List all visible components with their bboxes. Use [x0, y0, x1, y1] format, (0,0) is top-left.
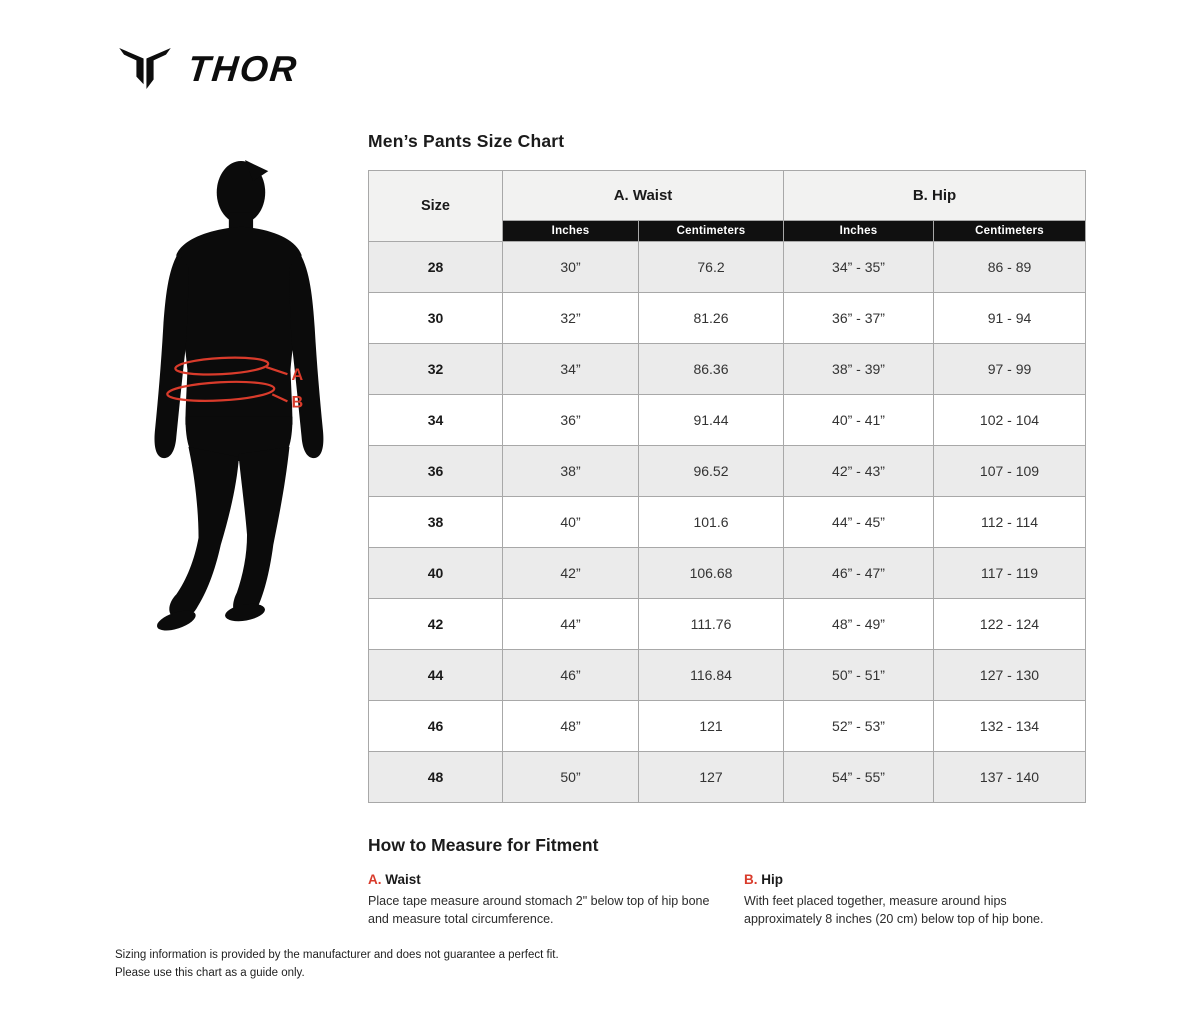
- hip-centimeters-cell: 112 - 114: [934, 497, 1086, 548]
- hip-inches-cell: 44” - 45”: [784, 497, 934, 548]
- hip-centimeters-header: Centimeters: [934, 221, 1086, 242]
- size-cell: 28: [369, 242, 503, 293]
- disclaimer-line1: Sizing information is provided by the manufacturer and does not guarantee a perfect fit.: [115, 949, 559, 961]
- how-to-measure-section: [368, 835, 1092, 928]
- hip-inches-cell: 38” - 39”: [784, 344, 934, 395]
- size-cell: 30: [369, 293, 503, 344]
- brand-wordmark: THOR: [185, 48, 301, 89]
- measure-hip-block: [744, 872, 1092, 928]
- hip-centimeters-cell: 86 - 89: [934, 242, 1086, 293]
- table-row: [369, 242, 1086, 293]
- waist-centimeters-cell: 116.84: [639, 650, 784, 701]
- hip-inches-cell: 36” - 37”: [784, 293, 934, 344]
- waist-centimeters-header: Centimeters: [639, 221, 784, 242]
- waist-centimeters-cell: 76.2: [639, 242, 784, 293]
- waist-inches-cell: 34”: [503, 344, 639, 395]
- hip-centimeters-cell: 91 - 94: [934, 293, 1086, 344]
- waist-centimeters-cell: 86.36: [639, 344, 784, 395]
- waist-group-header: A. Waist: [503, 171, 784, 221]
- hip-centimeters-cell: 97 - 99: [934, 344, 1086, 395]
- measure-waist-label: A. Waist: [368, 872, 421, 887]
- waist-centimeters-cell: 101.6: [639, 497, 784, 548]
- table-row: [369, 599, 1086, 650]
- size-cell: 36: [369, 446, 503, 497]
- waist-centimeters-cell: 127: [639, 752, 784, 803]
- size-cell: 42: [369, 599, 503, 650]
- hip-inches-cell: 40” - 41”: [784, 395, 934, 446]
- waist-inches-cell: 48”: [503, 701, 639, 752]
- measurement-figure: [146, 156, 342, 661]
- table-row: [369, 344, 1086, 395]
- hip-centimeters-cell: 107 - 109: [934, 446, 1086, 497]
- waist-inches-header: Inches: [503, 221, 639, 242]
- hip-centimeters-cell: 127 - 130: [934, 650, 1086, 701]
- waist-centimeters-cell: 121: [639, 701, 784, 752]
- hip-inches-cell: 48” - 49”: [784, 599, 934, 650]
- waist-inches-cell: 46”: [503, 650, 639, 701]
- disclaimer: [115, 946, 559, 983]
- hip-centimeters-cell: 132 - 134: [934, 701, 1086, 752]
- how-to-measure-title: How to Measure for Fitment: [368, 835, 599, 855]
- hip-group-header: B. Hip: [784, 171, 1086, 221]
- hip-inches-header: Inches: [784, 221, 934, 242]
- size-table-body: [369, 242, 1086, 803]
- waist-centimeters-cell: 106.68: [639, 548, 784, 599]
- table-row: [369, 701, 1086, 752]
- measure-waist-text: Place tape measure around stomach 2" below top of hip bone and measure total circumference.: [368, 894, 710, 927]
- thor-horns-icon: [118, 48, 172, 90]
- hip-inches-cell: 54” - 55”: [784, 752, 934, 803]
- size-cell: 38: [369, 497, 503, 548]
- table-row: [369, 497, 1086, 548]
- waist-inches-cell: 44”: [503, 599, 639, 650]
- table-row: [369, 650, 1086, 701]
- size-cell: 34: [369, 395, 503, 446]
- waist-inches-cell: 40”: [503, 497, 639, 548]
- waist-inches-cell: 50”: [503, 752, 639, 803]
- measure-waist-block: [368, 872, 744, 928]
- size-chart-title: Men’s Pants Size Chart: [368, 131, 565, 151]
- hip-inches-cell: 34” - 35”: [784, 242, 934, 293]
- waist-inches-cell: 36”: [503, 395, 639, 446]
- waist-centimeters-cell: 91.44: [639, 395, 784, 446]
- hip-inches-cell: 42” - 43”: [784, 446, 934, 497]
- size-cell: 46: [369, 701, 503, 752]
- size-cell: 48: [369, 752, 503, 803]
- size-column-header: Size: [369, 171, 503, 242]
- waist-centimeters-cell: 96.52: [639, 446, 784, 497]
- size-cell: 32: [369, 344, 503, 395]
- measure-hip-label: B. Hip: [744, 872, 784, 887]
- disclaimer-line2: Please use this chart as a guide only.: [115, 967, 305, 980]
- brand-logo: [118, 48, 301, 90]
- hip-inches-cell: 52” - 53”: [784, 701, 934, 752]
- waist-centimeters-cell: 81.26: [639, 293, 784, 344]
- measure-hip-text: With feet placed together, measure around hips approximately 8 inches (20 cm) below top of hip bone.: [744, 894, 1044, 927]
- waist-inches-cell: 42”: [503, 548, 639, 599]
- waist-inches-cell: 30”: [503, 242, 639, 293]
- waist-inches-cell: 32”: [503, 293, 639, 344]
- hip-label-b: B: [291, 393, 304, 412]
- measure-hip-key: B.: [744, 872, 758, 887]
- hip-inches-cell: 46” - 47”: [784, 548, 934, 599]
- measure-waist-key: A.: [368, 872, 382, 887]
- hip-inches-cell: 50” - 51”: [784, 650, 934, 701]
- waist-centimeters-cell: 111.76: [639, 599, 784, 650]
- table-row: [369, 446, 1086, 497]
- table-row: [369, 548, 1086, 599]
- table-row: [369, 752, 1086, 803]
- hip-centimeters-cell: 137 - 140: [934, 752, 1086, 803]
- size-chart-table: [368, 170, 1086, 803]
- size-cell: 44: [369, 650, 503, 701]
- hip-centimeters-cell: 122 - 124: [934, 599, 1086, 650]
- size-cell: 40: [369, 548, 503, 599]
- hip-centimeters-cell: 117 - 119: [934, 548, 1086, 599]
- waist-inches-cell: 38”: [503, 446, 639, 497]
- table-row: [369, 293, 1086, 344]
- waist-label-a: A: [291, 366, 304, 385]
- group-header-row: [369, 171, 1086, 221]
- table-row: [369, 395, 1086, 446]
- hip-centimeters-cell: 102 - 104: [934, 395, 1086, 446]
